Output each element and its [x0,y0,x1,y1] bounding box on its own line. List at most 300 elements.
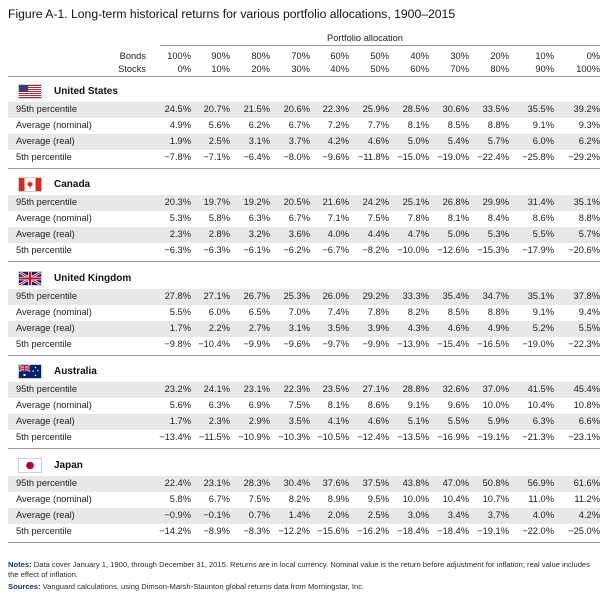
table-cell: −13.4% [159,432,191,442]
section-divider [8,168,600,169]
table-cell: 2.3% [208,416,230,426]
bonds-header-cell: 70% [291,51,310,61]
table-cell: −7.1% [203,152,230,162]
table-cell: −19.1% [477,432,509,442]
table-cell: 31.4% [527,197,554,207]
table-cell: 8.8% [487,120,509,130]
table-cell: 35.1% [573,197,600,207]
row-label: 5th percentile [16,245,72,255]
country-heading [8,175,308,195]
table-cell: 8.2% [407,307,429,317]
table-cell: −18.4% [437,526,469,536]
table-cell: 6.0% [532,136,554,146]
bonds-header-cell: 0% [586,51,600,61]
bonds-header-cell: 50% [370,51,389,61]
row-label: 5th percentile [16,152,72,162]
country-heading [8,82,308,102]
table-cell: −17.9% [522,245,554,255]
table-cell: 8.4% [487,213,509,223]
sources-text: Vanguard calculations, using Dimson-Marsh-Staunton global returns data from Morningstar, Inc. [42,582,365,591]
table-cell: 2.5% [367,510,389,520]
table-cell: 7.7% [367,120,389,130]
table-cell: 47.0% [442,478,469,488]
table-cell: 5.4% [447,136,469,146]
table-cell: 3.7% [288,136,310,146]
table-cell: 9.5% [367,494,389,504]
table-row [8,321,600,337]
stocks-header-cell: 90% [535,64,554,74]
table-cell: 37.8% [573,291,600,301]
row-label: Average (nominal) [16,494,92,504]
table-cell: 22.4% [164,478,191,488]
row-label: Average (nominal) [16,213,92,223]
table-cell: 9.1% [532,307,554,317]
table-cell: −13.9% [397,339,429,349]
table-cell: 24.1% [203,384,230,394]
table-cell: 27.1% [362,384,389,394]
table-cell: −15.6% [317,526,349,536]
table-row [8,102,600,118]
table-cell: 20.7% [203,104,230,114]
table-cell: 23.1% [243,384,270,394]
table-cell: 43.8% [402,478,429,488]
sources [8,582,598,592]
table-cell: −10.9% [238,432,270,442]
table-cell: 25.9% [362,104,389,114]
table-cell: −9.6% [322,152,349,162]
table-cell: −16.9% [437,432,469,442]
table-cell: −16.2% [357,526,389,536]
table-cell: 8.5% [447,120,469,130]
table-cell: 6.7% [288,213,310,223]
table-row [8,211,600,227]
table-cell: 6.9% [248,400,270,410]
table-cell: 7.8% [407,213,429,223]
bonds-header-cell: 60% [330,51,349,61]
table-cell: 5.0% [407,136,429,146]
table-row [8,305,600,321]
table-cell: 20.3% [164,197,191,207]
table-cell: −13.5% [397,432,429,442]
table-cell: 27.8% [164,291,191,301]
table-cell: −9.8% [164,339,191,349]
table-cell: −9.9% [362,339,389,349]
table-cell: 8.6% [367,400,389,410]
table-cell: 10.7% [482,494,509,504]
bonds-header-cell: 10% [535,51,554,61]
stocks-header-cell: 30% [291,64,310,74]
table-cell: 22.3% [283,384,310,394]
table-cell: 8.1% [447,213,469,223]
table-cell: 8.6% [532,213,554,223]
table-cell: 50.8% [482,478,509,488]
table-cell: 1.4% [288,510,310,520]
table-cell: 35.4% [442,291,469,301]
row-label: 5th percentile [16,339,72,349]
table-cell: −14.2% [159,526,191,536]
table-cell: 23.2% [164,384,191,394]
section-divider [8,355,600,356]
table-row [8,398,600,414]
row-label: Average (nominal) [16,307,92,317]
table-header-divider [8,76,600,77]
table-cell: 8.8% [487,307,509,317]
table-cell: −10.3% [278,432,310,442]
bonds-header-cell: 20% [490,51,509,61]
table-row [8,476,600,492]
table-cell: 4.0% [532,510,554,520]
bonds-row-label: Bonds [119,51,146,61]
table-cell: 1.9% [169,136,191,146]
table-cell: −8.2% [362,245,389,255]
table-cell: −6.4% [243,152,270,162]
table-cell: −11.5% [198,432,230,442]
table-cell: 21.5% [243,104,270,114]
stocks-header-cell: 100% [576,64,600,74]
row-label: 95th percentile [16,384,77,394]
table-cell: 26.0% [322,291,349,301]
table-cell: 39.2% [573,104,600,114]
table-cell: 2.3% [169,229,191,239]
table-cell: 29.9% [482,197,509,207]
table-cell: 25.1% [402,197,429,207]
uk-flag-icon [18,271,42,286]
row-label: Average (real) [16,229,75,239]
stocks-header-cell: 80% [490,64,509,74]
table-cell: 6.2% [578,136,600,146]
table-cell: 4.6% [367,416,389,426]
row-label: Average (real) [16,510,75,520]
table-cell: 7.2% [327,120,349,130]
row-label: Average (nominal) [16,120,92,130]
table-cell: 7.1% [327,213,349,223]
table-cell: 5.9% [487,416,509,426]
row-label: Average (nominal) [16,400,92,410]
table-cell: 26.7% [243,291,270,301]
table-cell: −18.4% [397,526,429,536]
table-cell: 5.6% [208,120,230,130]
table-cell: 6.7% [288,120,310,130]
stocks-header-cell: 0% [177,64,191,74]
stocks-header-cell: 40% [330,64,349,74]
table-cell: 5.2% [532,323,554,333]
table-cell: 6.0% [208,307,230,317]
table-cell: 3.1% [248,136,270,146]
table-cell: 20.6% [283,104,310,114]
table-cell: 4.1% [327,416,349,426]
table-cell: 7.5% [367,213,389,223]
table-cell: 1.7% [169,416,191,426]
table-cell: −7.8% [164,152,191,162]
table-cell: 28.3% [243,478,270,488]
table-cell: −23.1% [568,432,600,442]
table-cell: 5.7% [578,229,600,239]
table-cell: 9.1% [407,400,429,410]
table-cell: −19.0% [522,339,554,349]
table-cell: −8.3% [243,526,270,536]
japan-flag-icon [18,458,42,473]
row-label: 5th percentile [16,432,72,442]
table-cell: 5.5% [447,416,469,426]
row-label: 95th percentile [16,197,77,207]
section-divider [8,448,600,449]
header-divider [160,45,600,46]
table-cell: 4.2% [327,136,349,146]
table-cell: 3.9% [367,323,389,333]
row-label: Average (real) [16,136,75,146]
table-cell: −20.6% [568,245,600,255]
table-cell: 6.5% [248,307,270,317]
table-cell: 33.5% [482,104,509,114]
australia-flag-icon [18,364,42,379]
table-cell: 32.6% [442,384,469,394]
table-cell: 7.8% [367,307,389,317]
bonds-header-cell: 30% [450,51,469,61]
table-cell: 11.2% [574,494,600,504]
table-cell: 3.2% [248,229,270,239]
table-cell: 41.5% [527,384,554,394]
table-cell: −10.5% [317,432,349,442]
table-cell: 35.1% [527,291,554,301]
table-cell: 6.6% [578,416,600,426]
table-cell: −10.4% [198,339,230,349]
table-cell: −15.4% [437,339,469,349]
table-cell: −25.8% [522,152,554,162]
table-cell: 3.1% [288,323,310,333]
table-row [8,430,600,446]
table-cell: 5.8% [169,494,191,504]
table-cell: 2.9% [248,416,270,426]
stocks-row-label: Stocks [118,64,146,74]
table-cell: 26.8% [442,197,469,207]
table-cell: 10.0% [402,494,429,504]
country-name: Japan [54,460,83,471]
table-cell: 6.3% [248,213,270,223]
table-cell: 4.2% [578,510,600,520]
table-cell: 25.3% [283,291,310,301]
table-cell: 8.9% [327,494,349,504]
table-cell: 9.4% [578,307,600,317]
stocks-header-cell: 60% [410,64,429,74]
table-cell: 24.2% [362,197,389,207]
table-cell: 10.4% [442,494,469,504]
table-cell: 35.5% [527,104,554,114]
table-cell: −22.3% [568,339,600,349]
table-cell: −6.3% [203,245,230,255]
table-cell: 24.5% [164,104,191,114]
table-cell: 4.6% [447,323,469,333]
country-name: Canada [54,179,91,190]
table-row [8,337,600,353]
country-heading [8,269,308,289]
bonds-header-cell: 80% [251,51,270,61]
table-cell: −6.1% [243,245,270,255]
table-row [8,118,600,134]
table-row [8,492,600,508]
stocks-header-cell: 70% [450,64,469,74]
country-heading [8,362,308,382]
table-cell: 9.6% [447,400,469,410]
table-cell: 5.5% [578,323,600,333]
table-cell: 7.0% [288,307,310,317]
table-cell: −12.6% [437,245,469,255]
notes-text: Data cover January 1, 1900, through December 31, 2015. Returns are in local currency. Nominal value is the return before adjustment for inflation; real value includes the effect of inflation. [8,560,590,579]
table-cell: 3.4% [447,510,469,520]
table-cell: 61.6% [573,478,600,488]
table-cell: −6.7% [322,245,349,255]
country-name: Australia [54,366,97,377]
table-cell: 4.4% [367,229,389,239]
table-cell: −0.9% [164,510,191,520]
table-cell: 3.7% [487,510,509,520]
table-cell: 2.2% [208,323,230,333]
table-row [8,227,600,243]
table-cell: 29.2% [362,291,389,301]
table-cell: −12.2% [278,526,310,536]
table-cell: 30.6% [442,104,469,114]
table-cell: 6.3% [532,416,554,426]
table-cell: 37.6% [322,478,349,488]
bonds-header-cell: 100% [167,51,191,61]
table-cell: 5.5% [532,229,554,239]
table-cell: 7.4% [327,307,349,317]
bonds-header-cell: 40% [410,51,429,61]
table-cell: 2.8% [208,229,230,239]
table-cell: 5.1% [407,416,429,426]
table-cell: 5.7% [487,136,509,146]
notes-label: Notes: [8,560,32,569]
table-cell: 8.5% [447,307,469,317]
table-cell: 4.9% [169,120,191,130]
stocks-header-cell: 20% [251,64,270,74]
table-cell: 5.6% [169,400,191,410]
table-row [8,289,600,305]
table-cell: 8.2% [288,494,310,504]
table-cell: 6.2% [248,120,270,130]
row-label: 95th percentile [16,104,77,114]
table-cell: −6.3% [164,245,191,255]
table-row [8,195,600,211]
table-cell: −22.4% [477,152,509,162]
table-cell: 2.7% [248,323,270,333]
portfolio-allocation-header: Portfolio allocation [327,33,403,43]
table-cell: 1.7% [169,323,191,333]
table-cell: 23.5% [322,384,349,394]
table-cell: −0.1% [203,510,230,520]
table-cell: 2.5% [208,136,230,146]
table-cell: 5.0% [447,229,469,239]
table-cell: 8.1% [407,120,429,130]
table-cell: 3.5% [327,323,349,333]
table-cell: 5.3% [487,229,509,239]
table-cell: −9.9% [243,339,270,349]
table-cell: 37.0% [482,384,509,394]
table-cell: −12.4% [357,432,389,442]
table-cell: −9.7% [322,339,349,349]
table-cell: −19.1% [477,526,509,536]
table-cell: 3.0% [407,510,429,520]
table-cell: −8.0% [283,152,310,162]
table-cell: −15.3% [477,245,509,255]
table-cell: 9.3% [578,120,600,130]
table-cell: −6.2% [283,245,310,255]
table-cell: 4.6% [367,136,389,146]
table-row [8,524,600,540]
canada-flag-icon [18,177,42,192]
table-cell: 28.5% [402,104,429,114]
section-divider [8,542,600,543]
table-cell: 4.0% [327,229,349,239]
table-cell: 30.4% [283,478,310,488]
table-cell: 8.1% [327,400,349,410]
table-cell: 23.1% [203,478,230,488]
country-name: United States [54,86,118,97]
table-cell: −10.0% [397,245,429,255]
table-cell: 8.8% [578,213,600,223]
stocks-header-cell: 50% [370,64,389,74]
table-cell: 45.4% [573,384,600,394]
table-cell: 7.5% [288,400,310,410]
table-cell: 3.5% [288,416,310,426]
row-label: 5th percentile [16,526,72,536]
table-cell: 11.0% [528,494,554,504]
table-cell: 28.8% [402,384,429,394]
table-cell: 10.0% [482,400,509,410]
row-label: 95th percentile [16,291,77,301]
table-cell: 22.3% [322,104,349,114]
table-row [8,508,600,524]
table-cell: −9.6% [283,339,310,349]
table-cell: −19.0% [437,152,469,162]
table-cell: 5.3% [169,213,191,223]
table-cell: 37.5% [362,478,389,488]
country-name: United Kingdom [54,273,132,284]
table-cell: 2.0% [327,510,349,520]
table-cell: 20.5% [283,197,310,207]
table-cell: 6.7% [208,494,230,504]
table-cell: 4.3% [407,323,429,333]
table-cell: −29.2% [568,152,600,162]
table-cell: 33.3% [402,291,429,301]
table-row [8,382,600,398]
table-cell: 5.5% [169,307,191,317]
table-cell: 6.3% [208,400,230,410]
us-flag-icon [18,84,42,99]
bonds-header-cell: 90% [211,51,230,61]
table-cell: 3.6% [288,229,310,239]
table-cell: 4.9% [487,323,509,333]
table-cell: 21.6% [322,197,349,207]
table-cell: 19.2% [243,197,270,207]
table-cell: −21.3% [522,432,554,442]
table-cell: 56.9% [527,478,554,488]
row-label: 95th percentile [16,478,77,488]
country-heading [8,456,308,476]
table-cell: −16.5% [477,339,509,349]
table-cell: 10.4% [527,400,554,410]
table-row [8,150,600,166]
table-cell: 19.7% [203,197,230,207]
table-row [8,414,600,430]
table-cell: 5.8% [208,213,230,223]
table-cell: −11.8% [357,152,389,162]
stocks-header-cell: 10% [211,64,230,74]
table-row [8,134,600,150]
row-label: Average (real) [16,416,75,426]
table-cell: 27.1% [203,291,230,301]
row-label: Average (real) [16,323,75,333]
figure-title: Figure A-1. Long-term historical returns for various portfolio allocations, 1900–2015 [8,7,456,21]
